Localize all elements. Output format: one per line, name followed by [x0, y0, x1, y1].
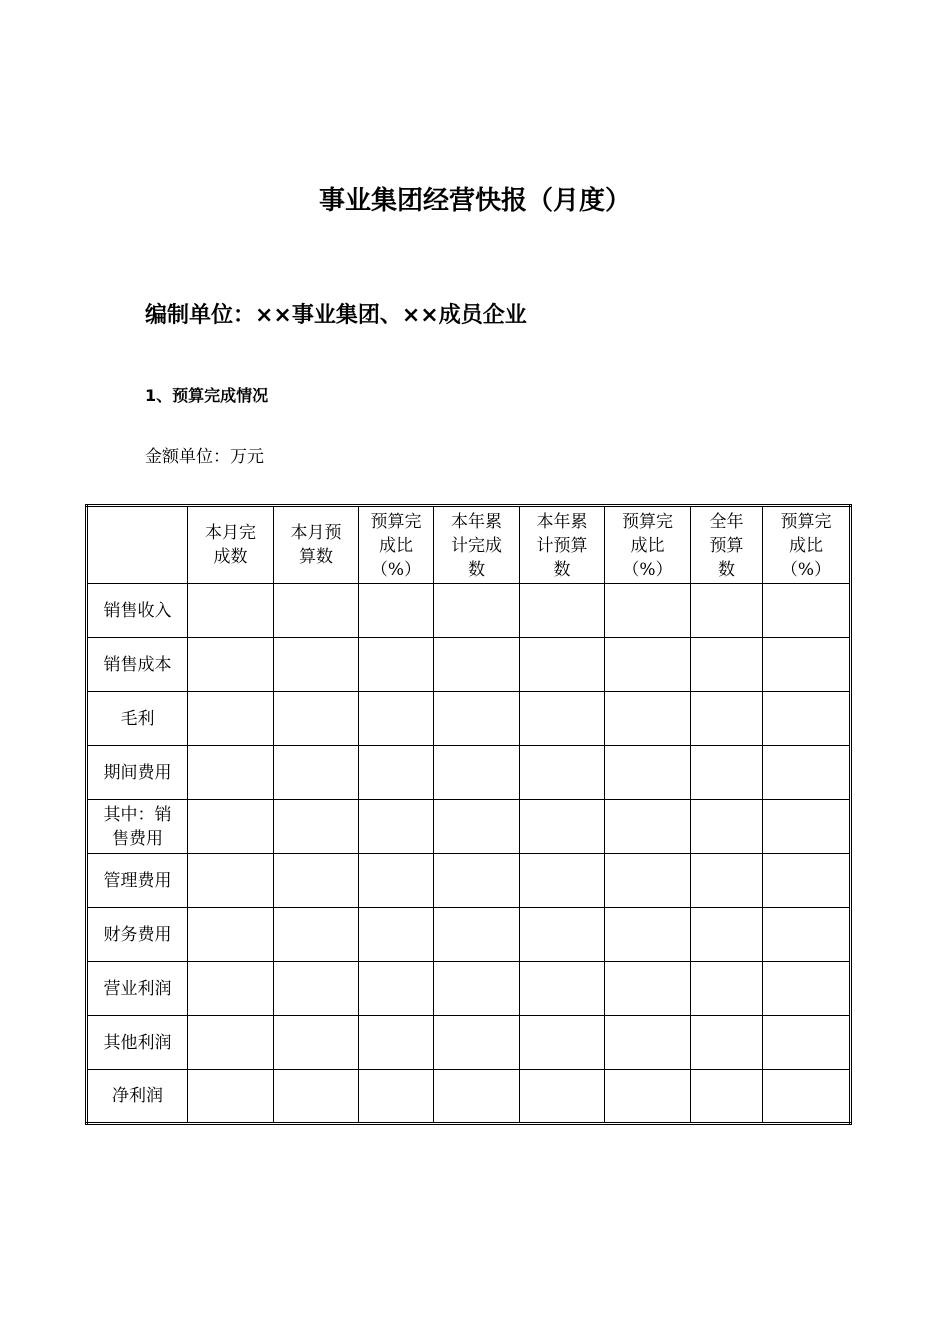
row-label: 毛利 — [87, 692, 188, 746]
table-cell — [520, 854, 605, 908]
table-cell — [274, 746, 359, 800]
table-cell — [763, 746, 851, 800]
table-cell — [520, 584, 605, 638]
report-title: 事业集团经营快报（月度） — [318, 186, 631, 216]
table-cell — [359, 1070, 434, 1124]
table-cell — [359, 854, 434, 908]
header-annual-ratio: 预算完成比（%） — [763, 506, 851, 584]
row-label: 销售成本 — [87, 638, 188, 692]
table-row — [87, 746, 851, 800]
table-cell — [520, 746, 605, 800]
header-ytd-ratio: 预算完成比（%） — [605, 506, 691, 584]
row-label: 营业利润 — [87, 962, 188, 1016]
table-cell — [434, 962, 520, 1016]
table-cell — [605, 908, 691, 962]
table-cell — [188, 638, 274, 692]
table-cell — [605, 746, 691, 800]
table-cell — [434, 638, 520, 692]
table-cell — [188, 1070, 274, 1124]
table-cell — [274, 908, 359, 962]
table-cell — [274, 854, 359, 908]
table-cell — [520, 1070, 605, 1124]
table-cell — [188, 746, 274, 800]
table-cell — [605, 1070, 691, 1124]
table-cell — [188, 584, 274, 638]
table-cell — [359, 638, 434, 692]
table-cell — [188, 692, 274, 746]
table-row — [87, 800, 851, 854]
row-label: 其他利润 — [87, 1016, 188, 1070]
table-cell — [274, 962, 359, 1016]
table-row — [87, 962, 851, 1016]
table-cell — [691, 908, 763, 962]
table-cell — [434, 692, 520, 746]
header-month-ratio: 预算完成比（%） — [359, 506, 434, 584]
table-cell — [434, 1016, 520, 1070]
table-cell — [359, 800, 434, 854]
table-cell — [605, 800, 691, 854]
header-ytd-budget: 本年累计预算数 — [520, 506, 605, 584]
table-cell — [691, 1070, 763, 1124]
table-cell — [763, 854, 851, 908]
table-cell — [763, 800, 851, 854]
table-cell — [520, 1016, 605, 1070]
table-cell — [188, 908, 274, 962]
table-row — [87, 584, 851, 638]
table-cell — [605, 1016, 691, 1070]
table-cell — [434, 746, 520, 800]
table-cell — [434, 1070, 520, 1124]
row-label: 期间费用 — [87, 746, 188, 800]
header-corner — [87, 506, 188, 584]
table-cell — [520, 638, 605, 692]
table-cell — [274, 800, 359, 854]
table-cell — [359, 746, 434, 800]
table-cell — [274, 1070, 359, 1124]
table-row — [87, 692, 851, 746]
budget-completion-table — [85, 504, 852, 1125]
table-cell — [520, 908, 605, 962]
table-cell — [691, 584, 763, 638]
row-label: 净利润 — [87, 1070, 188, 1124]
table-row — [87, 638, 851, 692]
row-label: 销售收入 — [87, 584, 188, 638]
row-label: 管理费用 — [87, 854, 188, 908]
header-ytd-actual: 本年累计完成数 — [434, 506, 520, 584]
table-cell — [520, 692, 605, 746]
row-label: 财务费用 — [87, 908, 188, 962]
table-cell — [763, 584, 851, 638]
table-cell — [605, 854, 691, 908]
table-cell — [274, 1016, 359, 1070]
table-cell — [359, 908, 434, 962]
table-cell — [274, 584, 359, 638]
table-row — [87, 1016, 851, 1070]
table-cell — [763, 908, 851, 962]
table-cell — [434, 800, 520, 854]
header-month-actual: 本月完成数 — [188, 506, 274, 584]
table-cell — [691, 746, 763, 800]
table-cell — [763, 1070, 851, 1124]
table-cell — [188, 1016, 274, 1070]
table-cell — [188, 854, 274, 908]
table-cell — [605, 962, 691, 1016]
table-cell — [359, 584, 434, 638]
row-label: 其中：销售费用 — [87, 800, 188, 854]
table-row — [87, 1070, 851, 1124]
table-header-row — [87, 506, 851, 584]
table-cell — [605, 638, 691, 692]
table-cell — [691, 800, 763, 854]
table-cell — [763, 1016, 851, 1070]
table-cell — [763, 962, 851, 1016]
table-cell — [359, 962, 434, 1016]
amount-unit-note: 金额单位：万元 — [145, 447, 264, 467]
table-cell — [274, 692, 359, 746]
section-heading: 1、预算完成情况 — [145, 386, 269, 405]
table-cell — [188, 962, 274, 1016]
table-cell — [691, 854, 763, 908]
table-cell — [520, 962, 605, 1016]
header-annual-budget: 全年预算数 — [691, 506, 763, 584]
table-cell — [188, 800, 274, 854]
table-cell — [520, 800, 605, 854]
table-cell — [359, 692, 434, 746]
table-row — [87, 908, 851, 962]
table-cell — [434, 584, 520, 638]
table-cell — [434, 908, 520, 962]
compiling-unit: 编制单位：××事业集团、××成员企业 — [145, 303, 527, 328]
table-cell — [434, 854, 520, 908]
table-cell — [605, 692, 691, 746]
table-cell — [691, 692, 763, 746]
table-row — [87, 854, 851, 908]
table-cell — [605, 584, 691, 638]
table-cell — [763, 638, 851, 692]
table-cell — [274, 638, 359, 692]
table-cell — [691, 962, 763, 1016]
table-cell — [763, 692, 851, 746]
header-month-budget: 本月预算数 — [274, 506, 359, 584]
table-cell — [359, 1016, 434, 1070]
table-cell — [691, 638, 763, 692]
table-cell — [691, 1016, 763, 1070]
